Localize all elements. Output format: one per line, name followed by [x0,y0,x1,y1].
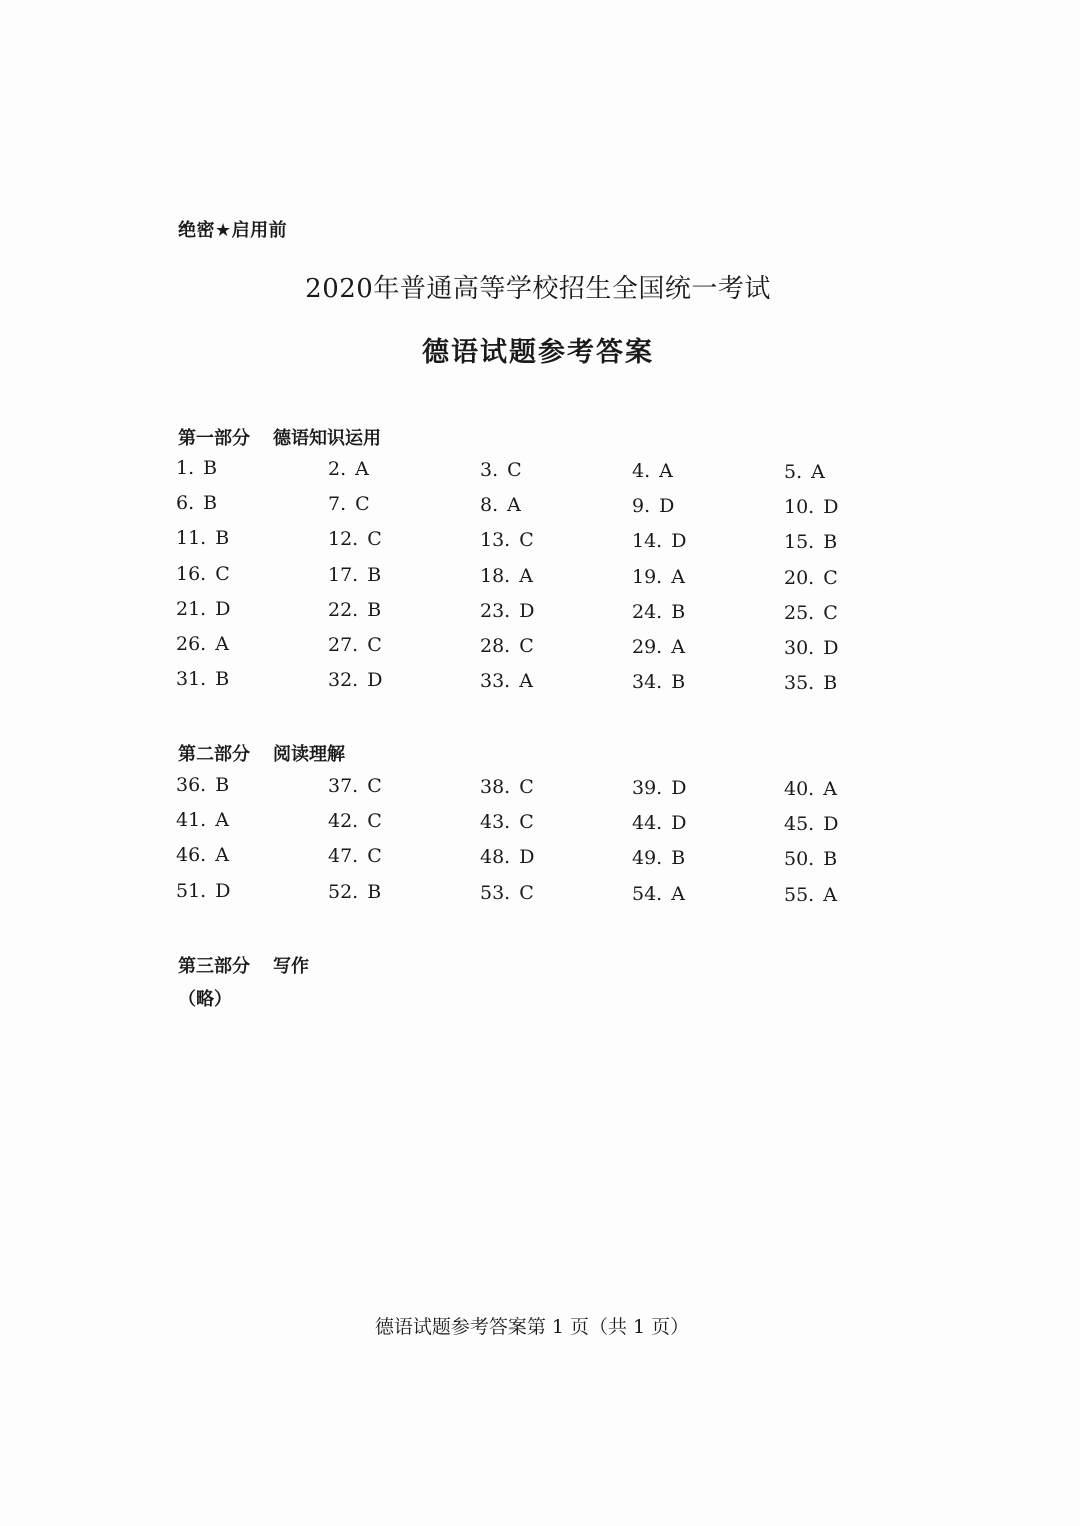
answer-item [784,496,838,518]
question-number: 13. [480,529,511,552]
section-heading-part-2 [178,740,345,766]
answer-letter: B [367,880,382,903]
answer-letter: A [659,460,673,482]
answer-letter: D [659,495,675,518]
answer-item [480,529,534,551]
answer-letter: C [367,845,382,868]
answer-item [176,844,229,866]
answer-item [176,598,230,620]
answer-letter: C [823,601,838,624]
question-number: 26. [176,633,207,655]
answer-letter: C [367,775,382,797]
question-number: 18. [480,564,511,587]
question-number: 46. [176,844,207,867]
answer-item [176,563,230,585]
question-number: 47. [328,845,359,868]
answer-item [632,777,686,799]
answer-letter: B [367,598,382,621]
answer-letter: A [823,883,837,906]
answer-item [632,601,685,623]
answer-letter: C [519,811,534,834]
section-part-label: 第三部分 [178,956,250,977]
answer-letter: A [215,844,229,867]
question-number: 27. [328,634,359,656]
answer-letter: D [671,777,687,799]
section-heading-part-3 [178,952,309,978]
question-number: 9. [632,495,651,518]
answer-item [480,600,534,622]
question-number: 52. [328,880,359,903]
question-number: 34. [632,671,663,694]
question-number: 32. [328,669,359,692]
answer-item [176,492,217,514]
answer-item [784,637,838,659]
question-number: 53. [480,881,511,904]
question-number: 19. [632,565,663,588]
question-number: 54. [632,882,663,905]
question-number: 37. [328,775,359,797]
question-number: 44. [632,812,663,835]
answer-item [784,672,837,694]
answer-item [632,636,685,658]
question-number: 6. [176,492,195,515]
confidential-notice: 绝密★启用前 [178,220,288,241]
section-name: 德语知识运用 [273,428,381,449]
answer-item [480,459,522,481]
answer-letter: A [215,809,229,832]
question-number: 1. [176,457,195,479]
answer-letter: A [355,458,369,480]
answer-item [632,847,685,869]
answer-item [176,527,229,549]
answer-letter: D [823,813,839,836]
answer-item [480,846,534,868]
question-number: 14. [632,530,663,553]
answer-item [632,883,685,905]
question-number: 55. [784,883,815,906]
answer-letter: B [215,774,230,796]
answer-letter: B [671,600,686,623]
answer-item [632,460,673,482]
answer-letter: C [367,810,382,833]
answer-letter: A [811,461,825,483]
answer-letter: C [519,635,534,657]
answer-item [632,812,686,834]
answer-letter: B [215,527,230,550]
answer-item [632,530,686,552]
question-number: 25. [784,601,815,624]
answer-letter: C [519,529,534,552]
answer-letter: A [671,636,685,658]
answer-item [328,775,382,797]
question-number: 33. [480,670,511,693]
answer-item [784,531,837,553]
answer-letter: D [823,496,839,519]
answer-item [480,776,534,798]
answer-letter: C [519,881,534,904]
question-number: 48. [480,846,511,869]
question-number: 22. [328,598,359,621]
question-number: 21. [176,597,207,620]
answer-item [480,811,534,833]
answer-letter: B [671,847,686,870]
document-title: 德语试题参考答案 [422,337,654,368]
answer-item [632,671,685,693]
question-number: 30. [784,637,815,659]
page-footer: 德语试题参考答案第 1 页（共 1 页） [374,1316,690,1338]
answer-letter: C [367,634,382,656]
question-number: 28. [480,635,511,657]
question-number: 3. [480,459,499,481]
answer-item [176,457,217,479]
question-number: 49. [632,847,663,870]
answer-letter: D [671,530,687,553]
answer-item [328,845,382,867]
question-number: 40. [784,778,815,800]
answer-letter: B [671,671,686,694]
question-number: 36. [176,774,207,796]
section-name: 写作 [273,956,309,977]
answer-item [480,670,533,692]
answer-letter: C [519,776,534,798]
section-part-label: 第一部分 [178,428,250,449]
answer-item [328,458,369,480]
answer-letter: A [519,564,533,587]
question-number: 45. [784,813,815,836]
question-number: 43. [480,811,511,834]
answer-item [328,634,382,656]
question-number: 39. [632,777,663,799]
answer-letter: A [215,633,229,655]
question-number: 12. [328,528,359,551]
answer-item [328,599,381,621]
answer-letter: B [203,457,218,479]
answer-letter: B [823,672,838,695]
answer-item [176,809,229,831]
question-number: 23. [480,599,511,622]
section-heading-part-1 [178,424,381,450]
question-number: 50. [784,848,815,871]
answer-item [328,528,382,550]
answer-item [784,602,838,624]
answer-letter: D [519,846,535,869]
answer-item [176,774,229,796]
answer-item [784,567,838,589]
answer-item [176,668,229,690]
question-number: 5. [784,461,803,483]
answer-letter: D [367,669,383,692]
answer-letter: A [823,778,837,800]
answer-letter: A [519,670,533,693]
answer-item [480,635,534,657]
answer-item [784,848,837,870]
answer-letter: D [215,879,231,902]
answer-letter: D [671,812,687,835]
answer-item [480,565,533,587]
answer-item [328,881,381,903]
answer-item [480,882,534,904]
answer-letter: D [519,599,535,622]
answer-item [784,461,825,483]
answer-letter: B [215,668,230,691]
answer-letter: A [671,882,685,905]
answer-letter: B [367,563,382,586]
question-number: 24. [632,600,663,623]
answer-letter: C [367,528,382,551]
answer-item [784,884,837,906]
question-number: 29. [632,636,663,658]
question-number: 38. [480,776,511,798]
question-number: 2. [328,458,347,480]
section-name: 阅读理解 [273,744,345,765]
answer-item [632,495,674,517]
question-number: 8. [480,494,499,517]
question-number: 35. [784,672,815,695]
answer-letter: C [823,566,838,589]
answer-letter: A [671,565,685,588]
question-number: 16. [176,562,207,585]
question-number: 10. [784,496,815,519]
question-number: 17. [328,563,359,586]
answer-item [328,493,370,515]
question-number: 20. [784,566,815,589]
writing-omitted-note: （略） [178,989,232,1010]
question-number: 15. [784,531,815,554]
question-number: 31. [176,668,207,691]
answer-letter: C [215,562,230,585]
answer-item [328,564,381,586]
question-number: 41. [176,809,207,832]
answer-letter: C [355,493,370,516]
answer-item [328,669,382,691]
answer-letter: C [507,459,522,481]
question-number: 11. [176,527,207,550]
question-number: 4. [632,460,651,482]
answer-item [784,813,838,835]
answer-item [784,778,837,800]
answer-letter: D [215,597,231,620]
question-number: 7. [328,493,347,516]
section-part-label: 第二部分 [178,744,250,765]
question-number: 42. [328,810,359,833]
exam-title: 2020年普通高等学校招生全国统一考试 [305,274,771,304]
answer-letter: D [823,637,839,659]
question-number: 51. [176,879,207,902]
answer-item [480,494,521,516]
answer-item [176,633,229,655]
answer-item [632,566,685,588]
answer-letter: B [823,531,838,554]
answer-letter: A [507,494,521,517]
answer-item [176,880,230,902]
answer-item [328,810,382,832]
answer-letter: B [823,848,838,871]
answer-letter: B [203,492,218,515]
